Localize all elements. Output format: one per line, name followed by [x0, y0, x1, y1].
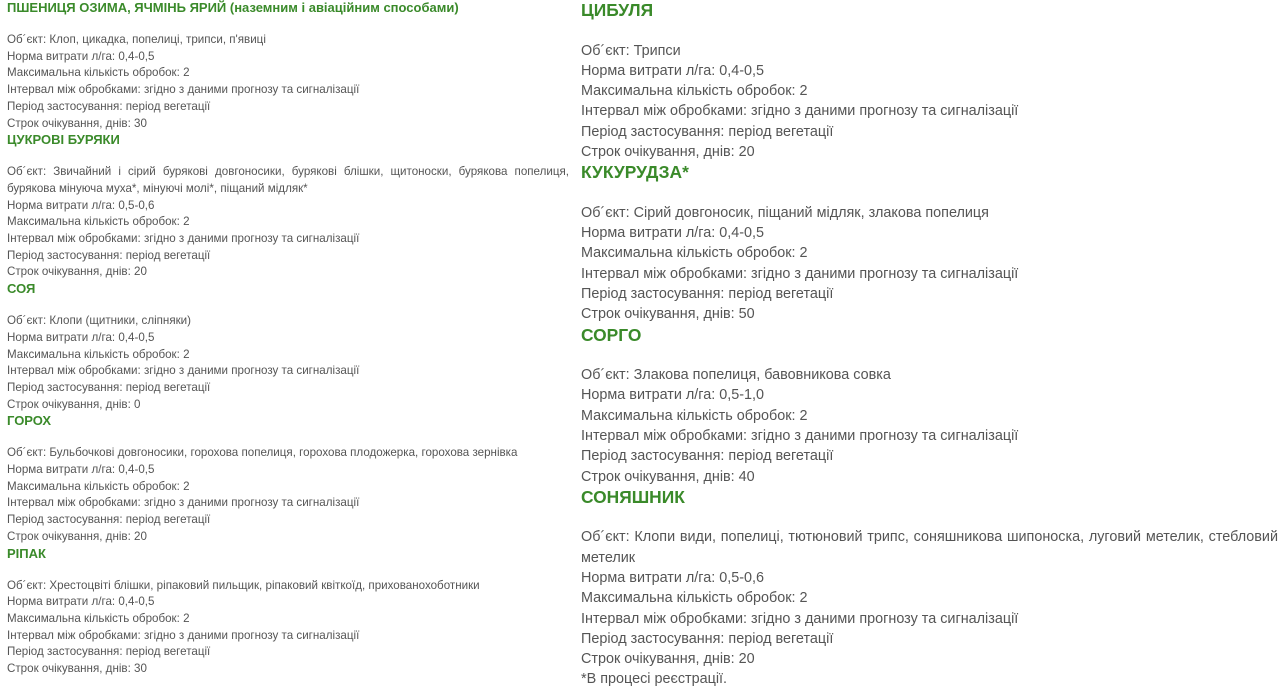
waiting-line: Строк очікування, днів: 0: [7, 397, 141, 411]
target-line: Об´єкт: Злакова попелиця, бавовникова совка: [581, 367, 891, 384]
rate-line: Норма витрати л/га: 0,4-0,5: [581, 225, 765, 242]
section-title: СОРГО: [581, 324, 642, 345]
max-treatments-line: Максимальна кількість обробок: 2: [581, 245, 808, 262]
interval-line: Інтервал між обробками: згідно з даними прогнозу та сигналізації: [581, 427, 1019, 444]
target-line: Об´єкт: Бульбочкові довгоносики, горохова попелиця, горохова плодожерка, горохова зернівка: [7, 446, 518, 460]
waiting-line: Строк очікування, днів: 20: [7, 265, 147, 279]
section-title: СОЯ: [7, 281, 36, 297]
period-line: Період застосування: період вегетації: [581, 630, 834, 647]
right-column: [581, 0, 1278, 690]
section-wheat-barley: [7, 0, 569, 132]
rate-line: Норма витрати л/га: 0,5-1,0: [581, 387, 765, 404]
period-line: Період застосування: період вегетації: [7, 380, 211, 394]
max-treatments-line: Максимальна кількість обробок: 2: [581, 83, 808, 100]
section-rapeseed: [7, 546, 569, 678]
section-sugar-beet: [7, 132, 569, 281]
period-line: Період застосування: період вегетації: [581, 123, 834, 140]
interval-line: Інтервал між обробками: згідно з даними прогнозу та сигналізації: [7, 232, 360, 246]
interval-line: Інтервал між обробками: згідно з даними прогнозу та сигналізації: [581, 103, 1019, 120]
rate-line: Норма витрати л/га: 0,4-0,5: [7, 49, 155, 63]
rate-line: Норма витрати л/га: 0,4-0,5: [7, 330, 155, 344]
target-line: Об´єкт: Клопи види, попелиці, тютюновий трипс, соняшникова шипоноска, луговий метелик, стебловий метелик: [581, 529, 1278, 566]
period-line: Період застосування: період вегетації: [7, 248, 211, 262]
rate-line: Норма витрати л/га: 0,5-0,6: [7, 198, 155, 212]
period-line: Період застосування: період вегетації: [7, 99, 211, 113]
registration-footnote: *В процесі реєстрації.: [581, 671, 728, 688]
interval-line: Інтервал між обробками: згідно з даними прогнозу та сигналізації: [7, 628, 360, 642]
section-title: КУКУРУДЗА*: [581, 162, 689, 183]
max-treatments-line: Максимальна кількість обробок: 2: [581, 407, 808, 424]
section-soy: [7, 281, 569, 413]
target-line: Об´єкт: Хрестоцвіті блішки, ріпаковий пильщик, ріпаковий квіткоїд, прихованохоботники: [7, 578, 480, 592]
interval-line: Інтервал між обробками: згідно з даними прогнозу та сигналізації: [7, 364, 360, 378]
waiting-line: Строк очікування, днів: 40: [581, 468, 755, 485]
target-line: Об´єкт: Сірий довгоносик, піщаний мідляк, злакова попелиця: [581, 204, 989, 221]
section-corn: [581, 162, 1278, 324]
section-sunflower: [581, 487, 1278, 670]
target-line: Об´єкт: Клоп, цикадка, попелиці, трипси, п'явиці: [7, 33, 266, 46]
max-treatments-line: Максимальна кількість обробок: 2: [7, 66, 190, 80]
waiting-line: Строк очікування, днів: 50: [581, 306, 755, 323]
section-title: РІПАК: [7, 545, 46, 561]
section-title: ПШЕНИЦЯ ОЗИМА, ЯЧМІНЬ ЯРИЙ (наземним і авіаційним способами): [7, 0, 459, 15]
target-line: Об´єкт: Звичайний і сірий бурякові довгоносики, бурякові блішки, щитоноски, бурякова попелиця, бурякова мінуюча муха*, мінуючі молі*, піщаний мідляк*: [7, 165, 569, 195]
section-title: ЦИБУЛЯ: [581, 0, 654, 20]
target-line: Об´єкт: Трипси: [581, 42, 681, 59]
max-treatments-line: Максимальна кількість обробок: 2: [7, 479, 190, 493]
rate-line: Норма витрати л/га: 0,4-0,5: [7, 463, 155, 477]
max-treatments-line: Максимальна кількість обробок: 2: [7, 611, 190, 625]
waiting-line: Строк очікування, днів: 30: [7, 116, 147, 130]
waiting-line: Строк очікування, днів: 20: [7, 529, 147, 543]
target-line: Об´єкт: Клопи (щитники, сліпняки): [7, 314, 192, 328]
left-column: [7, 0, 569, 678]
max-treatments-line: Максимальна кількість обробок: 2: [7, 215, 190, 229]
rate-line: Норма витрати л/га: 0,5-0,6: [581, 569, 765, 586]
interval-line: Інтервал між обробками: згідно з даними прогнозу та сигналізації: [7, 496, 360, 510]
rate-line: Норма витрати л/га: 0,4-0,5: [581, 62, 765, 79]
section-title: ЦУКРОВІ БУРЯКИ: [7, 132, 120, 148]
section-title: СОНЯШНИК: [581, 486, 685, 507]
max-treatments-line: Максимальна кількість обробок: 2: [581, 590, 808, 607]
section-sorghum: [581, 325, 1278, 487]
waiting-line: Строк очікування, днів: 20: [581, 143, 755, 160]
section-pea: [7, 413, 569, 545]
rate-line: Норма витрати л/га: 0,4-0,5: [7, 595, 155, 609]
interval-line: Інтервал між обробками: згідно з даними прогнозу та сигналізації: [581, 265, 1019, 282]
max-treatments-line: Максимальна кількість обробок: 2: [7, 347, 190, 361]
period-line: Період застосування: період вегетації: [581, 448, 834, 465]
waiting-line: Строк очікування, днів: 30: [7, 662, 147, 676]
interval-line: Інтервал між обробками: згідно з даними прогнозу та сигналізації: [581, 610, 1019, 627]
period-line: Період застосування: період вегетації: [7, 513, 211, 527]
interval-line: Інтервал між обробками: згідно з даними прогнозу та сигналізації: [7, 83, 360, 97]
section-onion: [581, 0, 1278, 162]
period-line: Період застосування: період вегетації: [7, 645, 211, 659]
waiting-line: Строк очікування, днів: 20: [581, 651, 755, 668]
period-line: Період застосування: період вегетації: [581, 285, 834, 302]
section-title: ГОРОХ: [7, 413, 52, 429]
